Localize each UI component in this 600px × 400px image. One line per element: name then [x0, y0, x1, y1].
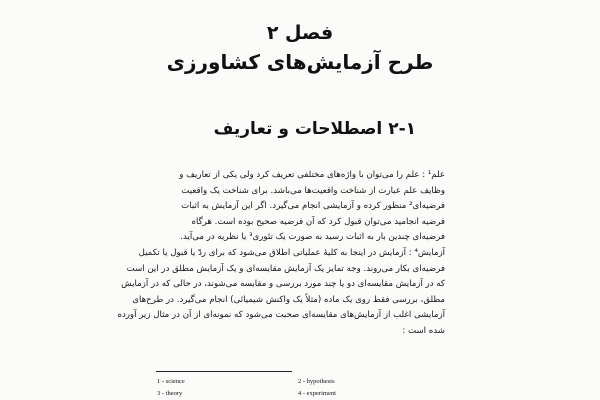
- body-line: فرضیه‌ای چندین بار به اثبات رسید به صورت یک تئوری³ یا نظریه در می‌آید.: [180, 232, 445, 243]
- chapter-title: طرح آزمایش‌های کشاورزی: [166, 50, 434, 74]
- body-line: علم¹ : علم را می‌توان با واژه‌های مختلفی تعریف کرد ولی یکی از تعاریف و: [179, 170, 445, 180]
- body-line: آزمایش⁴ : آزمایش در اینجا به کلیهٔ عملیاتی اطلاق می‌شود که برای ردّ یا قبول یا تکمیل: [138, 247, 445, 258]
- body-line: وظایف علم عبارت از شناخت واقعیت‌ها می‌باشد. برای شناخت یک واقعیت: [181, 185, 445, 196]
- chapter-number: فصل ۲: [266, 22, 334, 44]
- footnote-1: 1 - science: [157, 378, 185, 385]
- body-line: فرضیه انجامید می‌توان قبول کرد که آن فرضیه صحیح بوده است. هرگاه: [191, 216, 445, 227]
- body-line: فرضیه‌ای بکار می‌روند. وجه تمایز یک آزمایش مقایسه‌ای و یک آزمایش مطلق در این است: [126, 263, 445, 274]
- footnote-2: 2 - hypothesis: [298, 378, 335, 385]
- body-line: فرضیه‌ای² منظور کرده و آزمایشی انجام می‌گیرد. اگر این آزمایش به اثبات: [181, 201, 445, 212]
- footnote-divider: [156, 371, 292, 372]
- body-text: [117, 168, 445, 340]
- footnote-4: 4 - experiment: [298, 390, 336, 397]
- footnote-3: 3 - theory: [157, 390, 183, 397]
- body-line: مطلق، بررسی فقط روی یک ماده (مثلاً یک واکنش شیمیائی) انجام می‌گیرد. در طرح‌های: [132, 294, 445, 305]
- section-heading: ۲-۱ اصطلاحات و تعاریف: [213, 119, 416, 139]
- body-line: آزمایشی اغلب از آزمایش‌های مقایسه‌ای صحبت می‌شود که نمونه‌ای از آن در مثال زیر آورده: [117, 310, 445, 321]
- body-line: شده است :: [402, 325, 445, 336]
- body-line: که در آزمایش مقایسه‌ای دو یا چند مورد بررسی و مقایسه می‌شوند، در حالی که در آزمایش: [121, 279, 445, 290]
